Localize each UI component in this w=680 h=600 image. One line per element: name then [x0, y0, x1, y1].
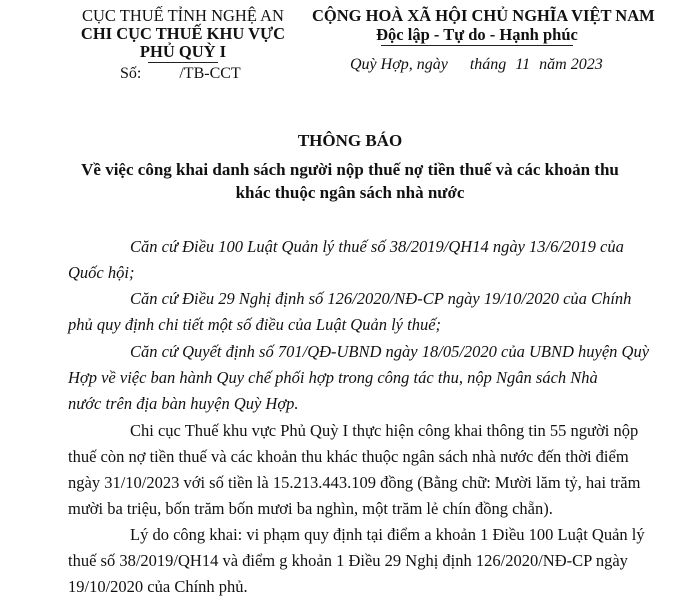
- place-and-date: [312, 54, 642, 76]
- disclosure-reason-paragraph: [68, 522, 645, 600]
- document-subtitle: [60, 158, 640, 204]
- paragraph-line: mười ba triệu, bốn trăm bốn mươi ba nghìn, một trăm lẻ chín đồng chẵn).: [68, 499, 553, 518]
- motto: Độc lập - Tự do - Hạnh phúc: [376, 25, 578, 44]
- subtitle-line-1: Về việc công khai danh sách người nộp thuế nợ tiền thuế và các khoản thu: [81, 160, 619, 179]
- national-motto-block: [312, 6, 655, 76]
- debt-disclosure-paragraph: [68, 418, 641, 522]
- issuing-agency-block: [62, 7, 304, 85]
- paragraph-line: Chi cục Thuế khu vực Phủ Quỳ I thực hiện công khai thông tin 55 người nộp: [130, 421, 639, 440]
- paragraph-line: thuế còn nợ tiền thuế và các khoản thu khác thuộc ngân sách nhà nước đến thời điểm: [68, 447, 629, 466]
- document-number-suffix: /TB-CCT: [179, 65, 241, 82]
- paragraph-line: thuế số 38/2019/QH14 và điểm g khoản 1 Điều 29 Nghị định 126/2020/NĐ-CP ngày: [68, 551, 628, 570]
- subtitle-line-2: khác thuộc ngân sách nhà nước: [235, 183, 465, 202]
- place-date-prefix: Quỳ Hợp, ngày: [350, 56, 448, 73]
- paragraph-line: Căn cứ Điều 29 Nghị định số 126/2020/NĐ-CP ngày 19/10/2020 của Chính: [130, 289, 632, 308]
- agency-name-line2: PHỦ QUỲ I: [139, 42, 227, 61]
- paragraph-line: Căn cứ Quyết định số 701/QĐ-UBND ngày 18/05/2020 của UBND huyện Quỳ: [130, 342, 650, 361]
- month-label: tháng: [469, 56, 507, 73]
- motto-underline-divider: [381, 45, 573, 46]
- month-value: 11: [515, 56, 531, 73]
- document-number-label: Số:: [120, 65, 142, 82]
- year-label: năm: [539, 56, 567, 73]
- legal-basis-paragraph-1: [68, 234, 624, 286]
- legal-basis-paragraph-2: [68, 286, 632, 338]
- paragraph-line: Lý do công khai: vi phạm quy định tại điểm a khoản 1 Điều 100 Luật Quản lý: [130, 525, 645, 544]
- paragraph-line: Quốc hội;: [68, 263, 135, 282]
- paragraph-line: 19/10/2020 của Chính phủ.: [68, 577, 248, 596]
- year-value: 2023: [570, 56, 603, 73]
- paragraph-line: Hợp về việc ban hành Quy chế phối hợp trong công tác thu, nộp Ngân sách Nhà: [68, 368, 598, 387]
- document-number: [62, 63, 304, 85]
- legal-basis-paragraph-3: [68, 339, 650, 417]
- document-title: THÔNG BÁO: [297, 131, 403, 150]
- paragraph-line: ngày 31/10/2023 với số tiền là 15.213.443.109 đồng (Bằng chữ: Mười lăm tỷ, hai trăm: [68, 473, 641, 492]
- paragraph-line: nước trên địa bàn huyện Quỳ Hợp.: [68, 394, 299, 413]
- paragraph-line: phủ quy định chi tiết một số điều của Luật Quản lý thuế;: [68, 315, 442, 334]
- nation-name: CỘNG HOÀ XÃ HỘI CHỦ NGHĨA VIỆT NAM: [312, 6, 655, 25]
- parent-agency-name: CỤC THUẾ TỈNH NGHỆ AN: [82, 6, 284, 25]
- paragraph-line: Căn cứ Điều 100 Luật Quản lý thuế số 38/2019/QH14 ngày 13/6/2019 của: [130, 237, 624, 256]
- agency-name-line1: CHI CỤC THUẾ KHU VỰC: [80, 24, 286, 43]
